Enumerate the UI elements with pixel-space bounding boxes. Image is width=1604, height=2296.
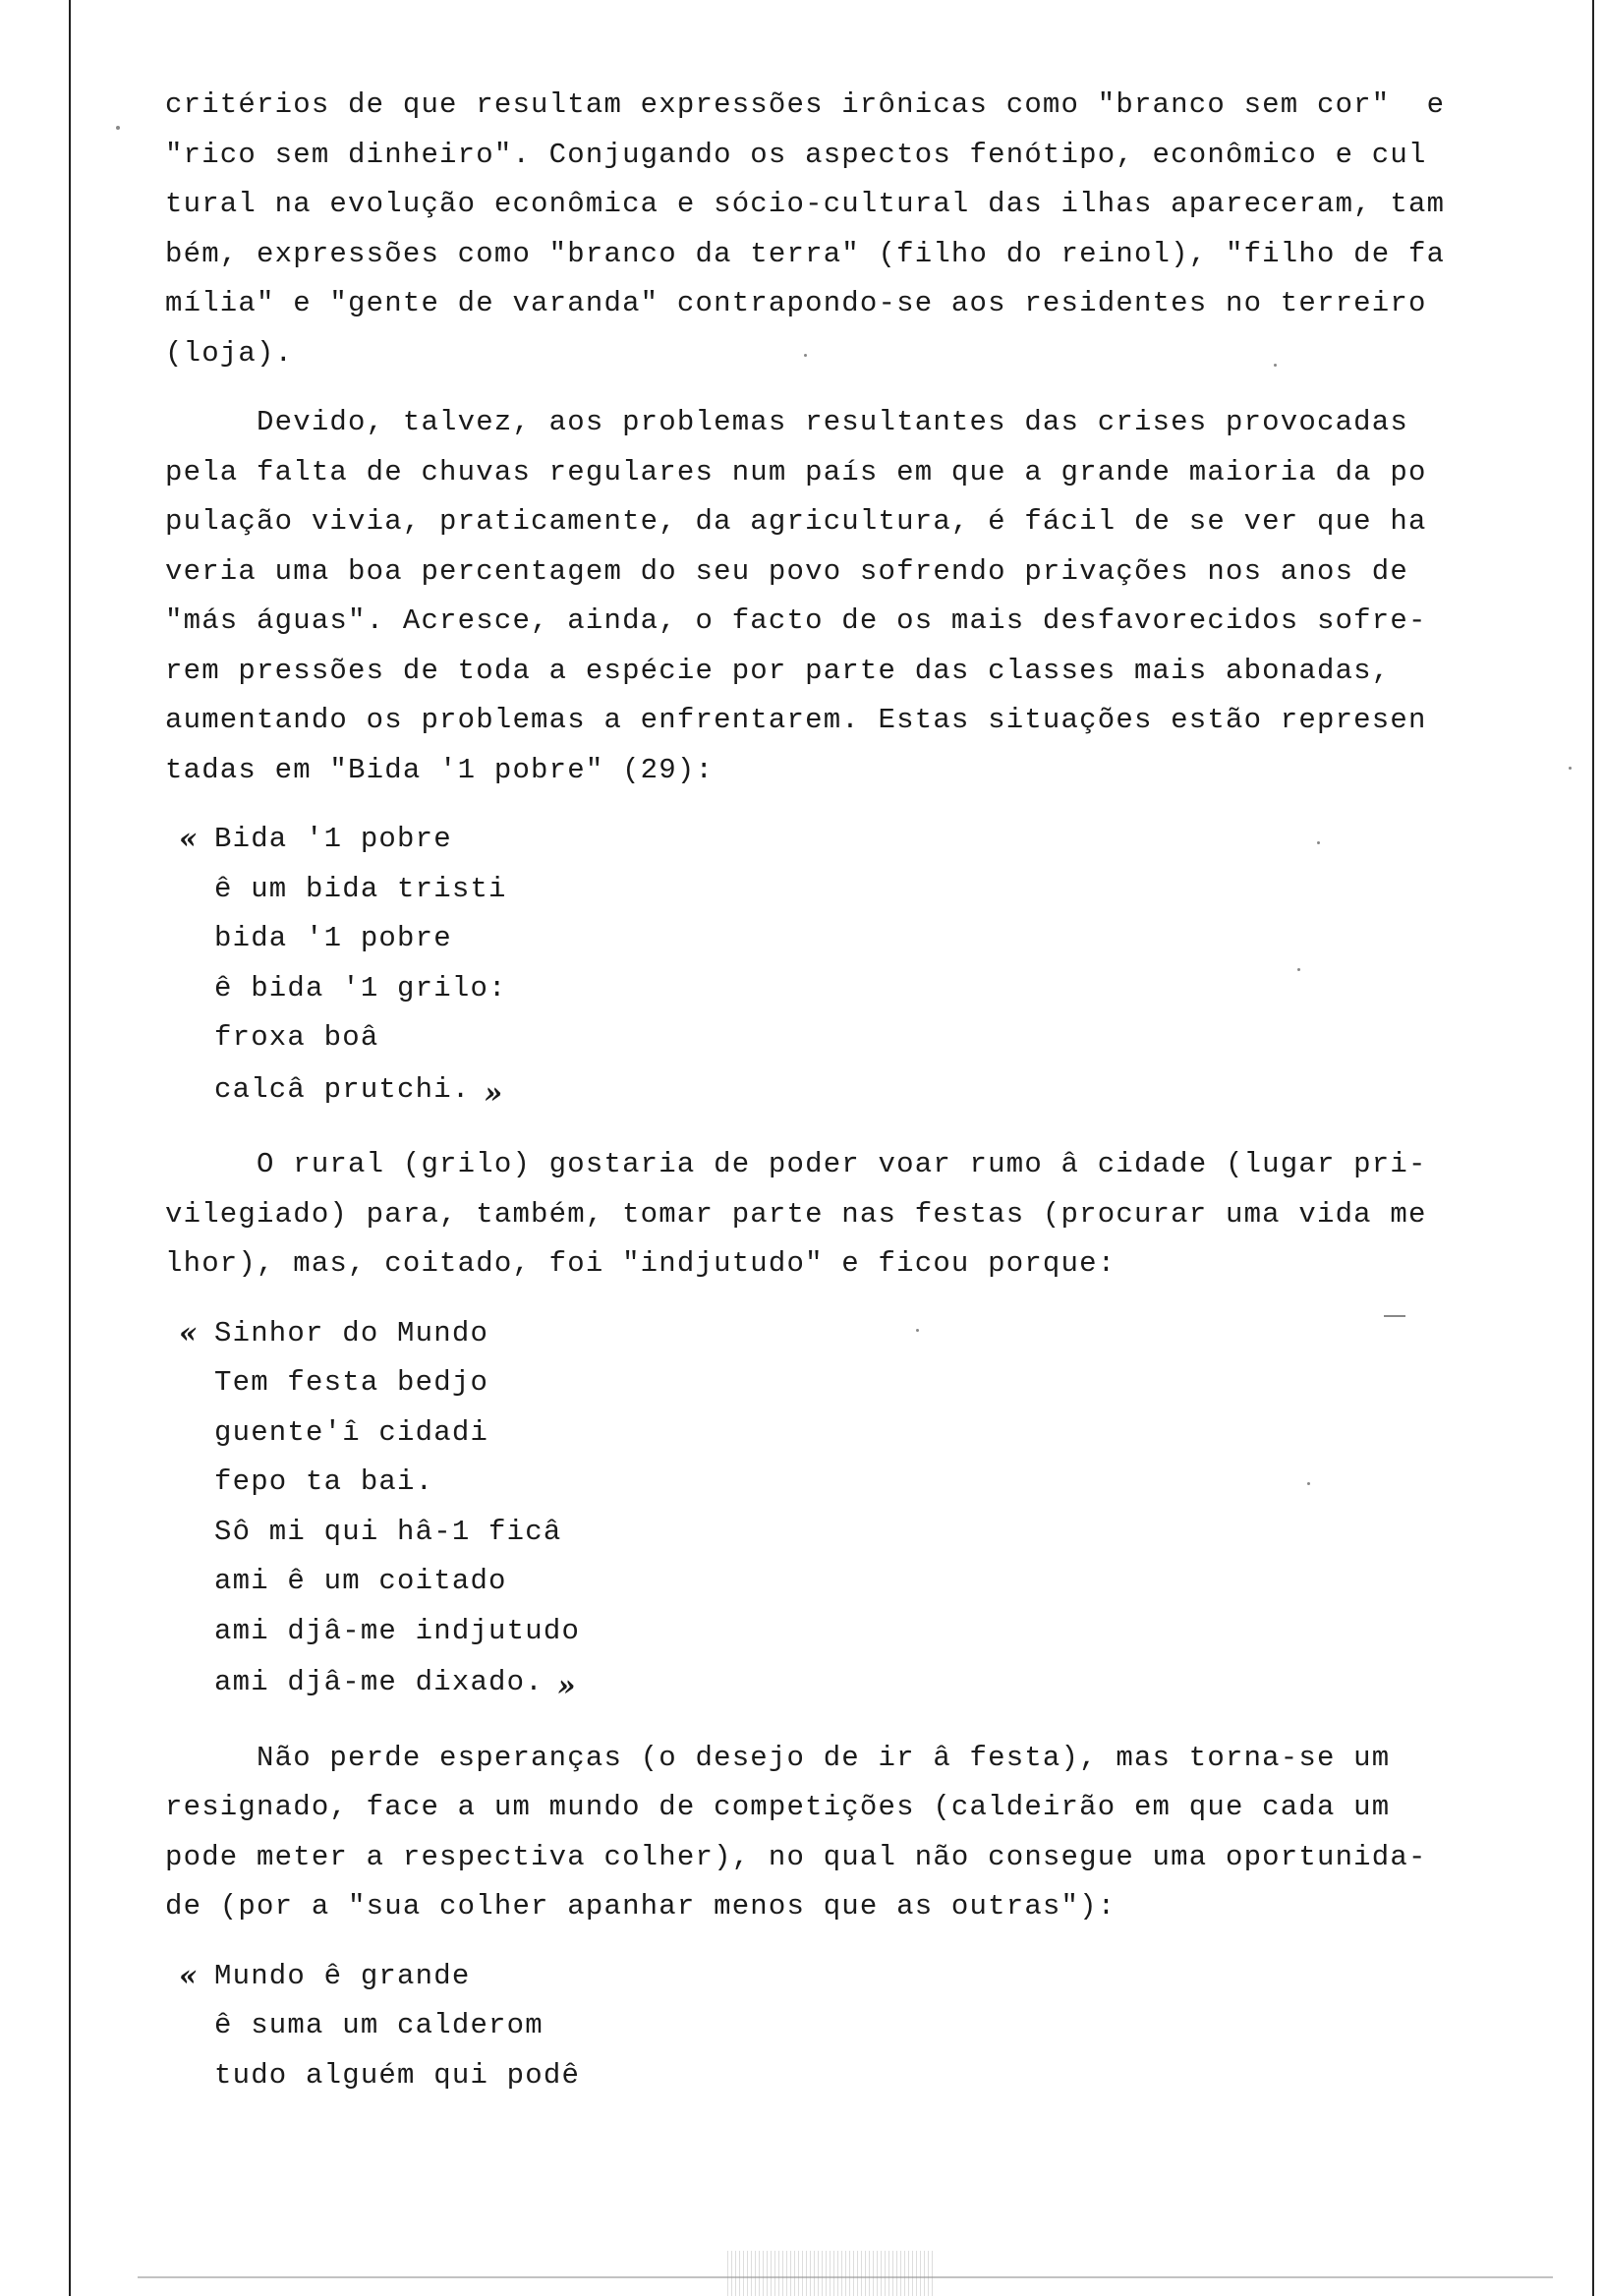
open-quote-mark: « [179,1315,199,1350]
poem-line-text: Mundo ê grande [214,1959,471,1992]
text-line: pode meter a respectiva colher), no qual não consegue uma oportunida- [165,1840,1427,1873]
poem-line [214,1063,1561,1116]
scan-speck [1569,767,1572,770]
poem-line-text: Bida '1 pobre [214,823,452,855]
paragraph-4 [165,1734,1561,1932]
text-line: de (por a "sua colher apanhar menos que as outras"): [165,1890,1117,1923]
text-line: O rural (grilo) gostaria de poder voar rumo â cidade (lugar pri- [165,1148,1427,1180]
poem-line: guente'î cidadi [214,1415,489,1449]
poem-line: Tem festa bedjo [214,1366,489,1399]
poem-line: fepo ta bai. [214,1465,434,1498]
poem-line: froxa boâ [214,1021,379,1054]
poem-line [179,815,1561,865]
poem-line [179,1309,1561,1359]
text-line: aumentando os problemas a enfrentarem. Estas situações estão represen [165,704,1427,736]
text-line: Não perde esperanças (o desejo de ir â festa), mas torna-se um [165,1741,1391,1774]
poem-line: ami ê um coitado [214,1565,507,1597]
text-line: "más águas". Acresce, ainda, o facto de os mais desfavorecidos sofre- [165,604,1427,637]
poem-bida-pobre [179,815,1561,1115]
paragraph-1 [165,81,1561,378]
text-line: critérios de que resultam expressões irônicas como "branco sem cor" e [165,88,1446,121]
text-line: (loja). [165,336,294,370]
text-line: bém, expressões como "branco da terra" (filho do reinol), "filho de fa [165,237,1446,270]
text-line: resignado, face a um mundo de competições (caldeirão em que cada um [165,1791,1391,1823]
text-line: pulação vivia, praticamente, da agricultura, é fácil de se ver que ha [165,505,1427,538]
poem-line-text: Sinhor do Mundo [214,1316,489,1349]
poem-line-text: ami djâ-me dixado. [214,1666,544,1698]
text-line: pela falta de chuvas regulares num país em que a grande maioria da po [165,455,1427,488]
text-line: tural na evolução econômica e sócio-cultural das ilhas apareceram, tam [165,188,1446,220]
close-quote-mark: » [484,1075,504,1111]
scan-rule [138,2276,1553,2278]
text-line: rem pressões de toda a espécie por parte das classes mais abonadas, [165,654,1391,687]
poem-line: ê bida '1 grilo: [214,971,507,1004]
paragraph-3 [165,1140,1561,1290]
paragraph-2 [165,398,1561,795]
poem-line: ami djâ-me indjutudo [214,1614,581,1647]
poem-line: ê suma um calderom [214,2009,544,2041]
text-line: Devido, talvez, aos problemas resultantes das crises provocadas [165,406,1408,438]
text-line: mília" e "gente de varanda" contrapondo-se aos residentes no terreiro [165,287,1427,319]
scan-speck [116,126,120,130]
text-line: lhor), mas, coitado, foi "indjutudo" e ficou porque: [165,1247,1117,1280]
text-line: "rico sem dinheiro". Conjugando os aspectos fenótipo, econômico e cul [165,138,1427,171]
text-line: tadas em "Bida '1 pobre" (29): [165,753,715,786]
text-line: vilegiado) para, também, tomar parte nas festas (procurar uma vida me [165,1197,1427,1231]
poem-line [214,1656,1561,1708]
poem-line: tudo alguém qui podê [214,2058,581,2092]
poem-line: ê um bida tristi [214,872,507,905]
poem-line-text: calcâ prutchi. [214,1072,471,1106]
document-body [165,81,1561,2126]
scan-noise [727,2251,934,2296]
text-line: veria uma boa percentagem do seu povo sofrendo privações nos anos de [165,554,1408,588]
poem-sinhor-do-mundo [179,1309,1561,1708]
poem-line: Sô mi qui hâ-1 ficâ [214,1515,562,1548]
close-quote-mark: » [556,1669,577,1703]
poem-line: bida '1 pobre [214,922,452,954]
open-quote-mark: « [179,822,199,856]
poem-line [179,1952,1561,2002]
poem-mundo-grande [179,1952,1561,2101]
open-quote-mark: « [179,1958,199,1993]
